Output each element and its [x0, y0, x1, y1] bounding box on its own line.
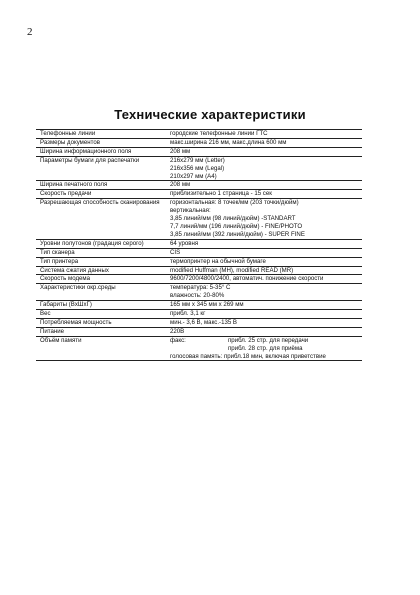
spec-label: Параметры бумаги для распечатки [40, 156, 140, 164]
spec-value: 216x356 мм (Legal) [170, 164, 225, 172]
spec-row [36, 258, 362, 267]
spec-label: Ширина информационного поля [40, 147, 132, 155]
spec-value: вертикальная: [170, 207, 211, 215]
spec-value: CIS [170, 248, 181, 256]
spec-values [170, 337, 362, 361]
spec-value: 216x279 мм (Letter) [170, 156, 225, 164]
spec-value: термопринтер на обычной бумаге [170, 257, 266, 265]
page-title: Технические характеристики [114, 107, 306, 122]
spec-label: Скорость предачи [40, 190, 92, 198]
spec-values [170, 284, 362, 300]
page-number: 2 [27, 26, 33, 38]
spec-values [170, 301, 362, 309]
spec-label: Потребляемая мощность [40, 318, 112, 326]
spec-values [170, 258, 362, 266]
spec-label: Система сжатия данных [40, 266, 109, 274]
spec-values [170, 249, 362, 257]
spec-label: Уровни полутонов (градация серого) [40, 239, 144, 247]
spec-value: 165 мм x 345 мм x 269 мм [170, 301, 244, 309]
spec-value: температура: 5-35° С [170, 284, 231, 292]
spec-row [36, 190, 362, 199]
spec-value: горизонтальная: 8 точек/мм (203 точки/дюйм) [170, 199, 299, 207]
spec-row [36, 240, 362, 249]
spec-label: Характеристики окр.среды [40, 284, 116, 292]
spec-value: влажность: 20-80% [170, 292, 225, 300]
memory-fax-receive-value: прибл. 28 стр. для приёма [228, 344, 303, 352]
spec-values [170, 199, 362, 239]
spec-label: Тип принтера [40, 257, 79, 265]
spec-label: Тип сканера [40, 248, 75, 256]
spec-label: Телефонные линии [40, 130, 96, 137]
spec-row [36, 328, 362, 337]
spec-row [36, 199, 362, 240]
spec-values [170, 139, 362, 147]
spec-values [170, 190, 362, 198]
spec-label: Скорость модема [40, 275, 90, 283]
spec-value: 3,85 линий/мм (98 линий/дюйм) -STANDART [170, 215, 296, 223]
spec-label: Объём памяти [40, 336, 82, 344]
memory-fax-receive [170, 345, 362, 353]
spec-value: 64 уровня [170, 239, 199, 247]
spec-value: modified Huffman (MH), modified READ (MR) [170, 266, 294, 274]
spec-row [36, 130, 362, 139]
spec-value: 208 мм [170, 147, 191, 155]
spec-row [36, 310, 362, 319]
spec-value: мин.- 3,6 В, макс.-135 В [170, 318, 237, 326]
spec-row-memory [36, 337, 362, 362]
spec-values [170, 181, 362, 189]
spec-values [170, 267, 362, 275]
spec-values [170, 130, 362, 138]
spec-value: 208 мм [170, 181, 191, 189]
spec-label: Разрешающая способность сканирования [40, 199, 160, 207]
spec-values [170, 240, 362, 248]
spec-row [36, 181, 362, 190]
spec-value: 3,85 линий/мм (392 линий/дюйм) - SUPER FINE [170, 230, 305, 238]
spec-row [36, 284, 362, 301]
spec-values [170, 310, 362, 318]
spec-label: Ширина печатного поля [40, 181, 108, 189]
spec-value: городские телефонные линии ГТС [170, 130, 268, 137]
spec-value: 210x297 мм (A4) [170, 172, 217, 180]
spec-value: прибл. 3,1 кг [170, 310, 206, 318]
spec-label: Вес [40, 310, 51, 318]
memory-voice: голосовая память: прибл.18 мин, включая приветствие [170, 352, 326, 360]
spec-row [36, 301, 362, 310]
spec-values [170, 157, 362, 181]
spec-row [36, 157, 362, 182]
spec-label: Габариты (ВxШxГ) [40, 301, 92, 309]
spec-row [36, 148, 362, 157]
spec-value: 9600/7200/4800/2400, автоматич. понижение скорости [170, 275, 324, 283]
spec-values [170, 319, 362, 327]
spec-value: 220В [170, 327, 185, 335]
spec-values [170, 328, 362, 336]
spec-value: приблизительно 1 страница - 15 сек [170, 190, 272, 198]
spec-label: Размеры документов [40, 138, 100, 146]
spec-table [36, 129, 362, 361]
spec-row [36, 249, 362, 258]
spec-label: Питание [40, 327, 65, 335]
spec-row [36, 139, 362, 148]
memory-fax-send-value: прибл. 25 стр. для передачи [228, 336, 309, 344]
spec-row [36, 267, 362, 276]
memory-spacer [170, 345, 228, 353]
spec-values [170, 275, 362, 283]
spec-row [36, 319, 362, 328]
spec-values [170, 148, 362, 156]
spec-value: 7,7 линий/мм (196 линий/дюйм) - FINE/PHOTO [170, 222, 303, 230]
spec-value: макс.ширина 216 мм, макс.длина 600 мм [170, 138, 287, 146]
memory-fax-key: факс: [170, 336, 186, 344]
memory-fax-send [170, 337, 362, 345]
spec-row [36, 275, 362, 284]
